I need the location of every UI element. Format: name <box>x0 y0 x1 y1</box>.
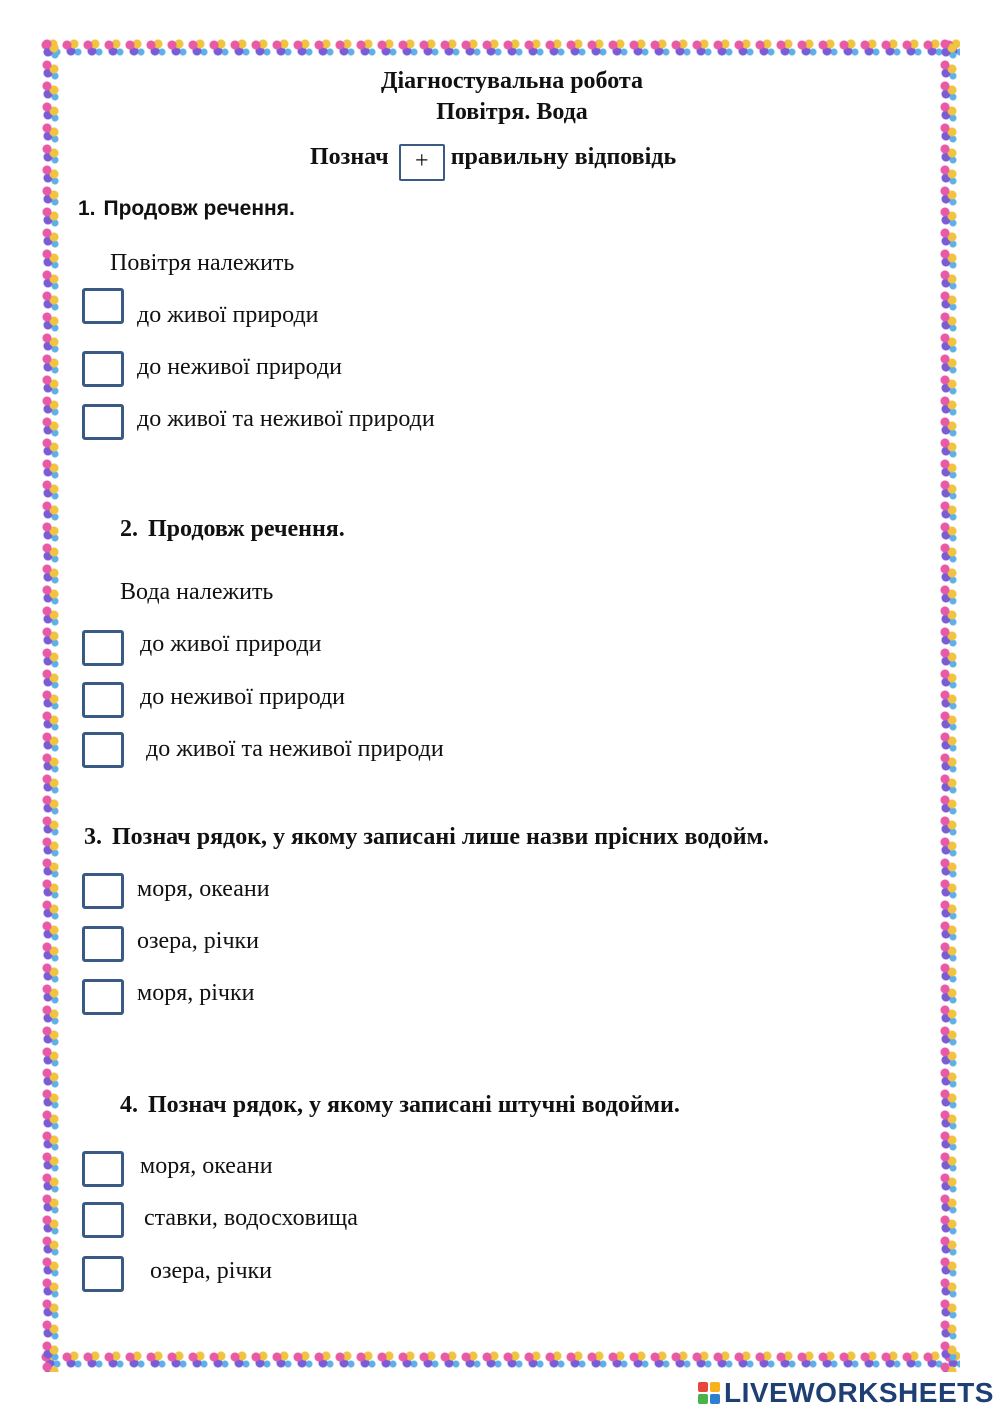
logo-square <box>698 1382 708 1392</box>
question-text: Познач рядок, у якому записані лише назви прісних водойм. <box>112 824 769 850</box>
question-1-heading <box>78 197 295 221</box>
q2-option-1-label: до живої природи <box>140 631 322 657</box>
q4-option-3-checkbox[interactable] <box>82 1256 124 1292</box>
plus-sample-box: + <box>399 144 445 181</box>
q3-option-2-label: озера, річки <box>137 928 260 954</box>
instruction-text-after: правильну відповідь <box>450 144 677 170</box>
q2-option-2-checkbox[interactable] <box>82 682 124 718</box>
decorative-border-left <box>40 38 62 1372</box>
q4-option-2-label: ставки, водосховища <box>144 1205 358 1231</box>
question-number: 4. <box>120 1092 138 1118</box>
q3-option-1-checkbox[interactable] <box>82 873 124 909</box>
q2-option-3-label: до живої та неживої природи <box>146 736 444 762</box>
q1-option-2-label: до неживої природи <box>137 354 343 380</box>
question-text: Продовж речення. <box>103 197 295 220</box>
logo-wordmark: LIVEWORKSHEETS <box>724 1377 994 1408</box>
question-2-stem: Вода належить <box>120 579 274 605</box>
q1-option-2-checkbox[interactable] <box>82 351 124 387</box>
question-4-heading <box>120 1092 680 1119</box>
q4-option-3-label: озера, річки <box>150 1258 273 1284</box>
q4-option-1-checkbox[interactable] <box>82 1151 124 1187</box>
decorative-border-top <box>40 38 960 60</box>
question-1-stem: Повітря належить <box>110 250 295 276</box>
logo-square <box>710 1382 720 1392</box>
q1-option-1-checkbox[interactable] <box>82 288 124 324</box>
liveworksheets-logo <box>698 1378 994 1408</box>
q3-option-3-checkbox[interactable] <box>82 979 124 1015</box>
logo-square <box>698 1394 708 1404</box>
q1-option-3-label: до живої та неживої природи <box>137 406 435 432</box>
worksheet-title: Діагностувальна робота <box>381 68 643 94</box>
logo-square <box>710 1394 720 1404</box>
question-2-heading <box>120 516 345 543</box>
decorative-border-right <box>938 38 960 1372</box>
q2-option-1-checkbox[interactable] <box>82 630 124 666</box>
q2-option-2-label: до неживої природи <box>140 684 346 710</box>
question-text: Продовж речення. <box>148 516 345 542</box>
q3-option-3-label: моря, річки <box>137 980 255 1006</box>
logo-mark-icon <box>698 1382 720 1404</box>
question-text: Познач рядок, у якому записані штучні водойми. <box>148 1092 680 1118</box>
q1-option-3-checkbox[interactable] <box>82 404 124 440</box>
q4-option-2-checkbox[interactable] <box>82 1202 124 1238</box>
q1-option-1-label: до живої природи <box>137 302 319 328</box>
question-number: 2. <box>120 516 138 542</box>
decorative-border-bottom <box>40 1350 960 1372</box>
question-number: 3. <box>84 824 102 850</box>
instruction-text-before: Познач <box>310 144 389 170</box>
worksheet-subtitle: Повітря. Вода <box>436 99 588 125</box>
q3-option-1-label: моря, океани <box>137 876 270 902</box>
question-number: 1. <box>78 197 96 220</box>
q3-option-2-checkbox[interactable] <box>82 926 124 962</box>
q2-option-3-checkbox[interactable] <box>82 732 124 768</box>
instruction <box>310 144 676 181</box>
question-3-heading <box>84 824 769 851</box>
q4-option-1-label: моря, океани <box>140 1153 273 1179</box>
